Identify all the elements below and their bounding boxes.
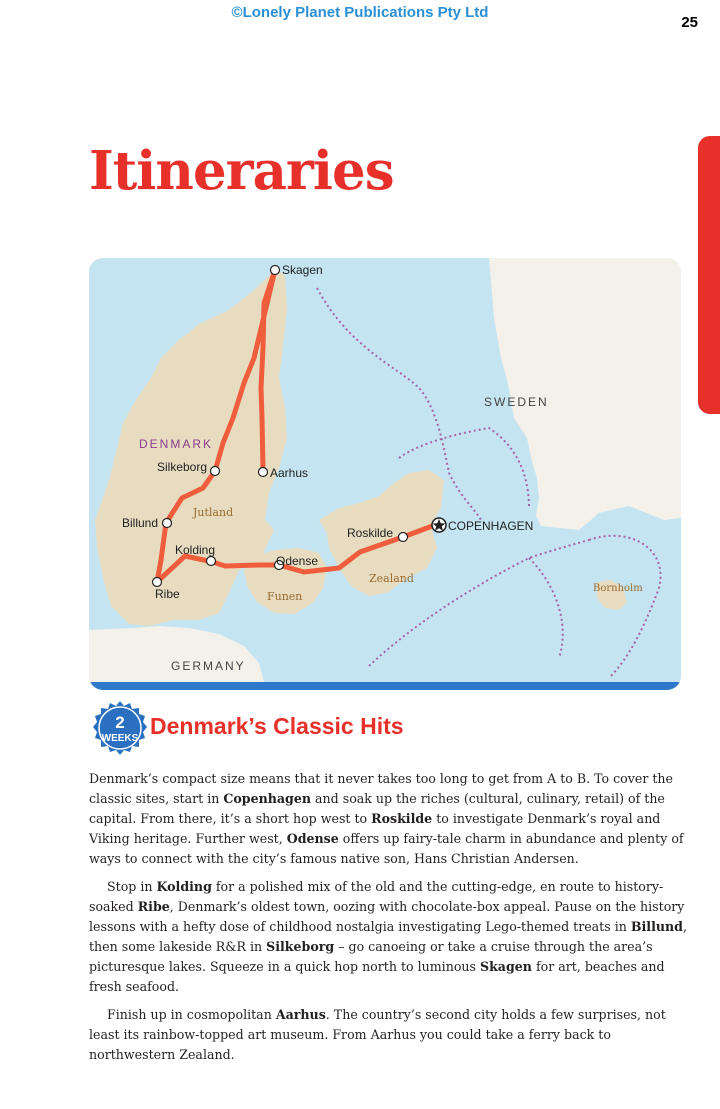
duration-badge: [92, 700, 148, 760]
city-marker-silkeborg: [211, 467, 220, 476]
city-marker-skagen: [271, 266, 280, 275]
place-name: Kolding: [156, 879, 212, 894]
map-label-copenhagen: COPENHAGEN: [448, 519, 534, 533]
place-name: Skagen: [479, 959, 532, 974]
capital-star-icon: [432, 518, 446, 532]
text-run: . The country’s second city holds a few surprises, not least its rainbow-topped art museum. From Aarhus you could take a ferry back to northwestern Zealand.: [89, 1007, 666, 1062]
place-name: Copenhagen: [223, 791, 312, 806]
map-label-sweden: SWEDEN: [484, 395, 549, 409]
place-name: Roskilde: [371, 811, 433, 826]
map-label-roskilde: Roskilde: [347, 526, 394, 540]
map-label-denmark: DENMARK: [139, 437, 214, 451]
text-run: Denmark’s compact size means that it never takes too long to get from A to B. To cover the classic sites, start in: [89, 771, 673, 806]
itinerary-map: [89, 258, 681, 690]
text-run: , Denmark’s oldest town, oozing with chocolate-box appeal. Pause on the history lessons with a hefty dose of childhood nostalgia investigating Lego-themed treats in: [89, 899, 685, 934]
map-label-jutland: Jutland: [193, 506, 234, 519]
place-name: Silkeborg: [266, 939, 335, 954]
map-label-odense: Odense: [276, 554, 319, 568]
city-marker-roskilde: [399, 533, 408, 542]
page-number: 25: [681, 14, 698, 31]
place-name: Billund: [630, 919, 683, 934]
map-label-kolding: Kolding: [175, 543, 216, 557]
publisher-credit: ©Lonely Planet Publications Pty Ltd: [231, 4, 489, 21]
city-marker-kolding: [207, 557, 216, 566]
paragraph-2: [89, 877, 689, 997]
text-run: , then some lakeside R&R in: [89, 919, 687, 954]
text-run: offers up fairy-tale charm in abundance and plenty of ways to connect with the city’s famous native son, Hans Christian Andersen.: [89, 831, 684, 866]
text-run: Finish up in cosmopolitan: [107, 1007, 276, 1022]
badge-number: 2: [115, 713, 125, 732]
map-bottom-rule: [89, 682, 681, 690]
city-marker-ribe: [153, 578, 162, 587]
map-label-skagen: Skagen: [282, 263, 323, 277]
paragraph-3: [89, 1005, 689, 1065]
itinerary-body: [89, 769, 689, 1073]
map-label-germany: GERMANY: [171, 659, 246, 673]
map-label-ribe: Ribe: [155, 587, 180, 601]
place-name: Odense: [286, 831, 339, 846]
text-run: to investigate Denmark’s royal and Viking heritage. Further west,: [89, 811, 661, 846]
text-run: and soak up the riches (cultural, culinary, retail) of the capital. From there, it’s a short hop west to: [89, 791, 665, 826]
chapter-side-tab: [698, 136, 720, 414]
place-name: Aarhus: [275, 1007, 326, 1022]
map-label-aarhus: Aarhus: [270, 466, 309, 480]
place-name: Ribe: [137, 899, 170, 914]
text-run: for a polished mix of the old and the cutting-edge, en route to history-soaked: [89, 879, 664, 914]
map-label-silkeborg: Silkeborg: [157, 460, 208, 474]
page-title: Itineraries: [89, 140, 394, 202]
map-label-zealand: Zealand: [369, 572, 414, 585]
text-run: Stop in: [107, 879, 157, 894]
map-label-bornholm: Bornholm: [593, 583, 643, 594]
map-label-funen: Funen: [267, 590, 303, 603]
text-run: – go canoeing or take a cruise through the area’s picturesque lakes. Squeeze in a quick hop north to luminous: [89, 939, 653, 974]
text-run: for art, beaches and fresh seafood.: [89, 959, 665, 994]
city-marker-billund: [163, 519, 172, 528]
city-marker-aarhus: [259, 468, 268, 477]
map-label-billund: Billund: [122, 516, 159, 530]
section-title: Denmark’s Classic Hits: [150, 713, 404, 739]
badge-unit: WEEKS: [101, 733, 139, 744]
paragraph-1: [89, 769, 689, 869]
